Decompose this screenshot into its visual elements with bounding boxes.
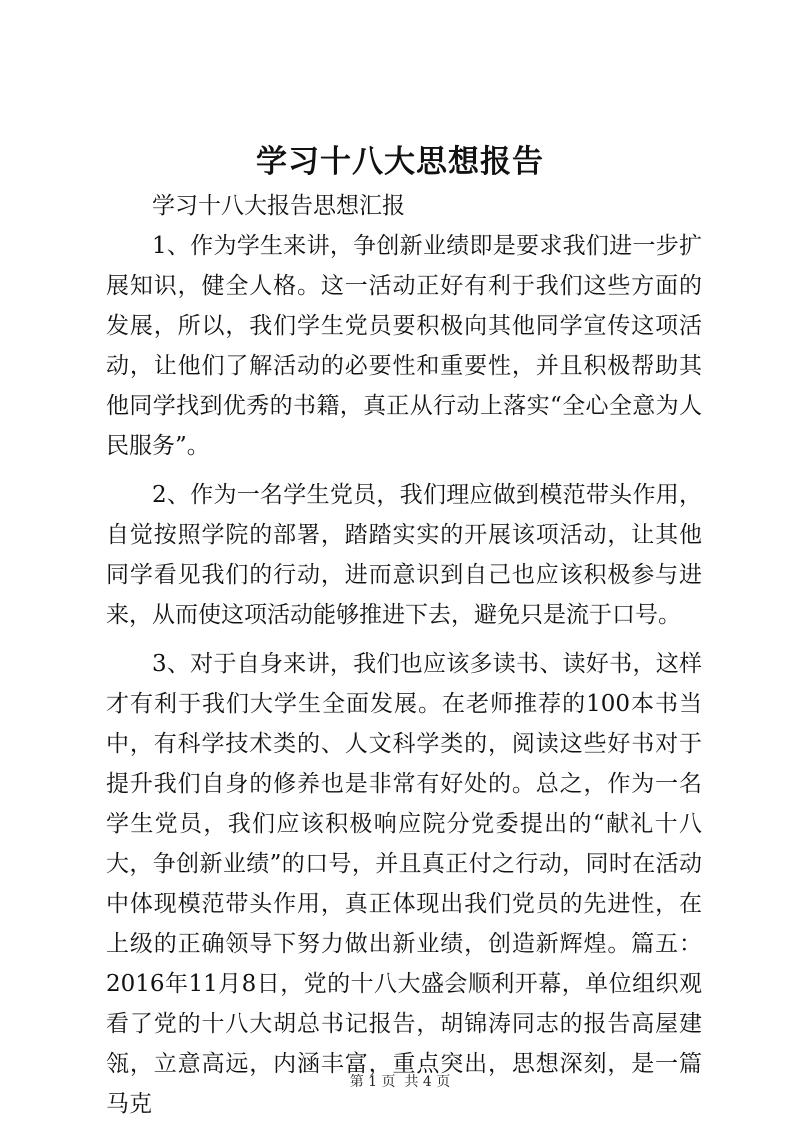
document-title: 学习十八大思想报告 (256, 144, 544, 180)
paragraph-2: 2、作为一名学生党员，我们理应做到模范带头作用，自觉按照学院的部署，踏踏实实的开展该项活动，让其他同学看见我们的行动，进而意识到自己也应该积极参与进来，从而使这项活动能够推进下去，避免只是流于口号。 (106, 482, 702, 628)
paragraph-3: 3、对于自身来讲，我们也应该多读书、读好书，这样才有利于我们大学生全面发展。在老师推荐的100本书当中，有科学技术类的、人文科学类的，阅读这些好书对于提升我们自身的修养也是非常有好处的。总之，作为一名学生党员，我们应该积极响应院分党委提出的“献礼十八大，争创新业绩”的口号，并且真正付之行动，同时在活动中体现模范带头作用，真正体现出我们党员的先进性，在上级的正确领导下努力做出新业绩，创造新辉煌。篇五：2016年11月8日，党的十八大盛会顺利开幕，单位组织观看了党的十八大胡总书记报告，胡锦涛同志的报告高屋建瓴，立意高远，内涵丰富，重点突出，思想深刻，是一篇马克 (106, 651, 702, 1117)
document-body (106, 186, 702, 1133)
page-number-label: 第 1 页 共 4 页 (349, 1074, 451, 1090)
page-footer (0, 1072, 800, 1092)
document-subtitle: 学习十八大报告思想汇报 (152, 193, 405, 219)
paragraph-1: 1、作为学生来讲，争创新业绩即是要求我们进一步扩展知识，健全人格。这一活动正好有利于我们这些方面的发展，所以，我们学生党员要积极向其他同学宣传这项活动，让他们了解活动的必要性和重要性，并且积极帮助其他同学找到优秀的书籍，真正从行动上落实“全心全意为人民服务”。 (106, 233, 702, 459)
